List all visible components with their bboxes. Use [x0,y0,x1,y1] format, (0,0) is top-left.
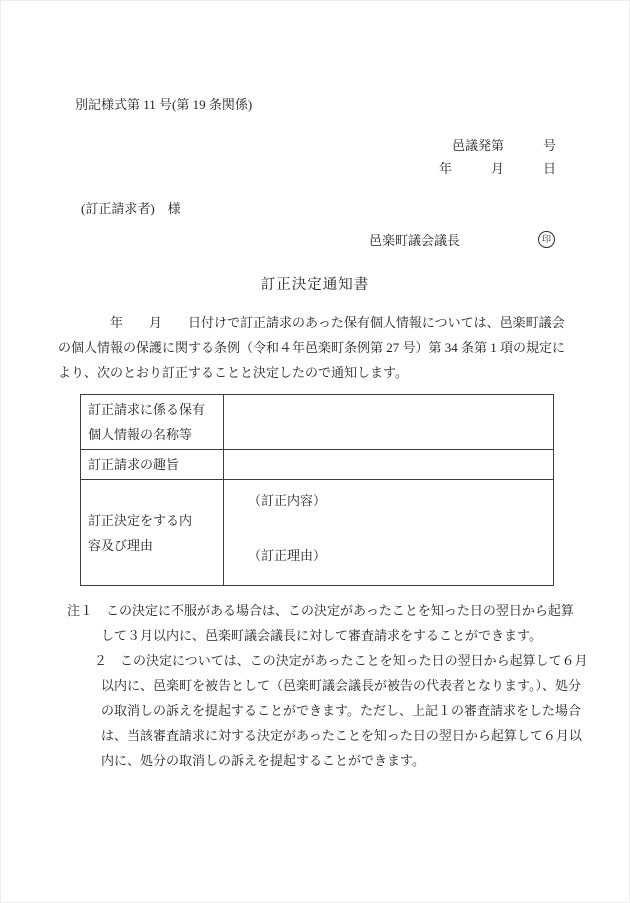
form-number: 別記様式第 11 号(第 19 条関係) [75,97,253,112]
correction-content-label: （訂正内容） [248,493,327,508]
body-line: より、次のとおり訂正することと決定したので通知します。 [58,365,408,380]
addressee-line: (訂正請求者) 様 [81,201,181,216]
table-value-cell [224,395,554,450]
body-line: の個人情報の保護に関する条例（令和４年邑楽町条例第 27 号）第 34 条第 1 項の規定に [58,340,566,355]
correction-reason-label: （訂正理由） [248,548,327,563]
table-value-cell [224,450,554,480]
doc-date-line: 年 月 日 [438,161,556,176]
table-label-line: 容及び理由 [88,537,154,553]
table-label-line: 個人情報の名称等 [88,427,193,442]
note-2-line: は、当該審査請求に対する決定があったことを知った日の翌日から起算して６月以 [101,728,582,743]
doc-number-line: 邑議発第 号 [451,138,556,153]
notes-section [1,598,629,773]
table-label-cell [81,450,224,480]
decision-table [80,394,554,586]
note-2-line: ２ この決定については、この決定があったことを知った日の翌日から起算して６月 [94,653,588,668]
sender-name: 邑楽町議会議長 [369,233,461,248]
table-label-line: 訂正請求に係る保有 [88,402,206,417]
table-label-cell [81,480,224,586]
table-row [81,450,554,480]
reference-block [439,134,556,180]
table-value-cell [224,480,554,586]
body-paragraph [58,310,574,385]
note-2-line: 内に、処分の取消しの訴えを提起することができます。 [101,753,425,768]
note-2-line: 以内に、邑楽町を被告として（邑楽町議会議長が被告の代表者となります。）、処分 [101,678,581,693]
note-1-line: 注１ この決定に不服がある場合は、この決定があったことを知った日の翌日から起算 [67,603,574,618]
sender-row [369,230,555,249]
note-1-line: して３月以内に、邑楽町議会議長に対して審査請求をすることができます。 [101,628,542,643]
body-line: 年 月 日付けで訂正請求のあった保有個人情報については、邑楽町議会 [58,315,565,330]
table-label-cell [81,395,224,450]
document-title: 訂正決定通知書 [260,277,370,293]
note-2-line: の取消しの訴えを提起することができます。ただし、上記１の審査請求をした場合 [101,703,581,718]
seal-mark-icon: 印 [538,231,555,248]
table-label-line: 訂正決定をする内 [88,512,193,528]
table-row [81,395,554,450]
table-label-line: 訂正請求の趣旨 [88,457,180,472]
table-row [81,480,554,586]
